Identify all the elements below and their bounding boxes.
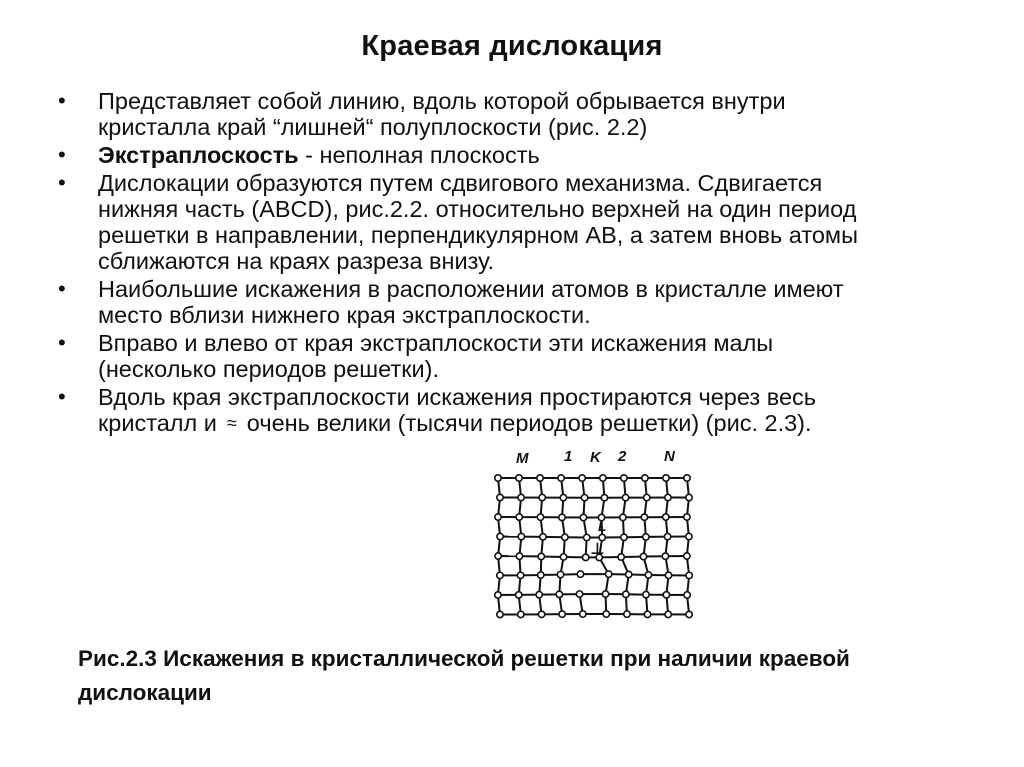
lattice-atom bbox=[621, 534, 627, 540]
lattice-atom bbox=[620, 514, 626, 520]
lattice-atom bbox=[664, 533, 670, 539]
lattice-atom bbox=[686, 611, 692, 617]
label-n: N bbox=[664, 448, 675, 465]
bullet-list bbox=[58, 88, 958, 440]
bullet-item-6 bbox=[58, 384, 958, 438]
label-k: K bbox=[590, 449, 601, 466]
lattice-atom bbox=[559, 611, 565, 617]
lattice-atom bbox=[665, 494, 671, 500]
lattice-atom bbox=[560, 554, 566, 560]
slide-title: Краевая дислокация bbox=[361, 30, 663, 62]
bullet-text-line: Вдоль края экстраплоскости искажения простираются через весь bbox=[98, 384, 817, 410]
bullet-dot: • bbox=[58, 142, 66, 167]
lattice-atom bbox=[621, 475, 627, 481]
lattice-atom bbox=[516, 514, 522, 520]
lattice-atom bbox=[662, 553, 668, 559]
lattice-atom bbox=[686, 572, 692, 578]
bullet-dot: • bbox=[58, 88, 66, 113]
label-l: L bbox=[598, 518, 607, 534]
bullet-text-line: очень велики (тысячи периодов решетки) (рис. 2.3). bbox=[246, 410, 812, 436]
lattice-atom bbox=[581, 495, 587, 501]
lattice-atom bbox=[644, 611, 650, 617]
bullet-text-line: сближаются на краях разреза внизу. bbox=[98, 248, 495, 274]
lattice-atom bbox=[605, 571, 611, 577]
lattice-atom bbox=[684, 553, 690, 559]
lattice-atom bbox=[580, 611, 586, 617]
bullet-item-2 bbox=[58, 142, 958, 168]
lattice-atom bbox=[497, 494, 503, 500]
lattice-atom bbox=[516, 553, 522, 559]
figure-caption bbox=[78, 642, 978, 710]
bullet-text-line: Представляет собой линию, вдоль которой обрывается внутри bbox=[98, 88, 786, 114]
lattice-atom bbox=[643, 534, 649, 540]
lattice-atom bbox=[684, 475, 690, 481]
bullet-dot: • bbox=[58, 276, 66, 301]
bullet-text-line: место вблизи нижнего края экстраплоскости. bbox=[98, 302, 591, 328]
lattice-atom bbox=[536, 591, 542, 597]
lattice-atom bbox=[603, 611, 609, 617]
label-m: M bbox=[516, 450, 529, 467]
bullet-term: Экстраплоскость bbox=[98, 142, 299, 168]
approx-symbol: ≈ bbox=[226, 413, 237, 433]
lattice-atom bbox=[618, 554, 624, 560]
lattice-atom bbox=[559, 514, 565, 520]
lattice-atom bbox=[557, 571, 563, 577]
lattice-atom bbox=[582, 554, 588, 560]
bullet-text-line: Наибольшие искажения в расположении атомов в кристалле имеют bbox=[98, 276, 844, 302]
lattice-atom bbox=[558, 475, 564, 481]
lattice-atom bbox=[663, 592, 669, 598]
lattice-atom bbox=[516, 475, 522, 481]
lattice-atom bbox=[663, 514, 669, 520]
lattice-atom bbox=[579, 475, 585, 481]
lattice-atom bbox=[538, 611, 544, 617]
bullet-text-line: кристалла край “лишней“ полуплоскости (рис. 2.2) bbox=[98, 114, 648, 140]
lattice-atom bbox=[642, 475, 648, 481]
lattice-atom bbox=[515, 592, 521, 598]
lattice-atom bbox=[645, 572, 651, 578]
lattice-atom bbox=[580, 514, 586, 520]
lattice-atom bbox=[497, 611, 503, 617]
label-1: 1 bbox=[564, 448, 573, 465]
lattice-atom bbox=[623, 591, 629, 597]
lattice-atom bbox=[576, 591, 582, 597]
lattice-atom bbox=[556, 591, 562, 597]
lattice-atom bbox=[577, 571, 583, 577]
lattice-atom bbox=[518, 494, 524, 500]
dislocation-symbol: ⊥ bbox=[590, 539, 605, 558]
lattice-atom bbox=[495, 592, 501, 598]
lattice-atom bbox=[495, 553, 501, 559]
lattice-atom bbox=[602, 591, 608, 597]
bullet-dot: • bbox=[58, 170, 66, 195]
bullet-item-5 bbox=[58, 330, 958, 382]
lattice-diagram bbox=[480, 446, 740, 632]
bullet-text-line: Вправо и влево от края экстраплоскости эти искажения малы bbox=[98, 330, 774, 356]
lattice-atom bbox=[622, 494, 628, 500]
bullet-dot: • bbox=[58, 384, 66, 409]
lattice-atom bbox=[686, 533, 692, 539]
caption-line: дислокации bbox=[78, 680, 212, 705]
lattice-atom bbox=[537, 514, 543, 520]
lattice-atom bbox=[684, 592, 690, 598]
lattice-atom bbox=[497, 572, 503, 578]
bullet-text-line: - неполная плоскость bbox=[298, 142, 540, 168]
bullet-text-line: кристалл и bbox=[98, 410, 217, 436]
bullet-text-line: нижняя часть (ABCD), рис.2.2. относительно верхней на один период bbox=[98, 196, 857, 222]
lattice-atom bbox=[624, 611, 630, 617]
lattice-atom bbox=[517, 572, 523, 578]
lattice-atom bbox=[643, 591, 649, 597]
lattice-atom bbox=[601, 495, 607, 501]
bullet-item-4 bbox=[58, 276, 958, 328]
lattice-atom bbox=[537, 475, 543, 481]
lattice-atom bbox=[584, 534, 590, 540]
label-2: 2 bbox=[618, 448, 627, 465]
caption-line: Рис.2.3 Искажения в кристаллической решетки при наличии краевой bbox=[78, 646, 850, 671]
lattice-atom bbox=[518, 533, 524, 539]
lattice-atom bbox=[497, 533, 503, 539]
lattice-atom bbox=[495, 514, 501, 520]
lattice-atom bbox=[539, 494, 545, 500]
lattice-atom bbox=[626, 571, 632, 577]
lattice-atom bbox=[495, 475, 501, 481]
lattice-atom bbox=[665, 572, 671, 578]
lattice-atom bbox=[538, 572, 544, 578]
lattice-atom bbox=[560, 494, 566, 500]
lattice-atom bbox=[640, 553, 646, 559]
lattice-atom bbox=[540, 534, 546, 540]
bullet-item-1 bbox=[58, 88, 958, 140]
lattice-atom bbox=[641, 514, 647, 520]
lattice-atom bbox=[684, 514, 690, 520]
bullet-item-3 bbox=[58, 170, 958, 274]
lattice-figure bbox=[480, 446, 740, 632]
bullet-text-line: (несколько периодов решетки). bbox=[98, 356, 439, 382]
lattice-atom bbox=[686, 494, 692, 500]
bullet-text-line: Дислокации образуются путем сдвигового механизма. Сдвигается bbox=[98, 170, 823, 196]
bullet-dot: • bbox=[58, 330, 66, 355]
lattice-atom bbox=[663, 475, 669, 481]
lattice-atom bbox=[518, 611, 524, 617]
lattice-atom bbox=[644, 494, 650, 500]
lattice-atom bbox=[665, 611, 671, 617]
bullet-text-line: решетки в направлении, перпендикулярном АВ, а затем вновь атомы bbox=[98, 222, 858, 248]
lattice-atom bbox=[538, 553, 544, 559]
lattice-atom bbox=[600, 475, 606, 481]
lattice-atom bbox=[562, 534, 568, 540]
